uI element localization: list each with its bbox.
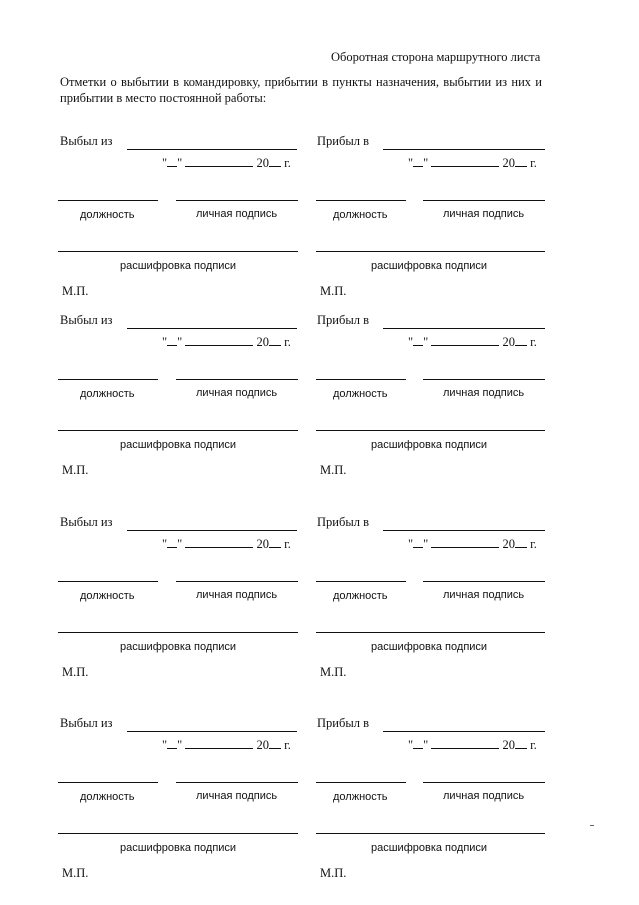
year-blank[interactable] — [515, 156, 527, 167]
date-quote-close: " — [177, 335, 183, 349]
month-blank[interactable] — [185, 156, 253, 167]
year-prefix: 20 — [256, 537, 269, 551]
day-blank[interactable] — [413, 156, 423, 167]
signature-caption: личная подпись — [443, 790, 525, 802]
position-field[interactable] — [316, 581, 406, 582]
position-field[interactable] — [58, 581, 158, 582]
date-quote-open: " — [408, 537, 414, 551]
place-field[interactable] — [127, 530, 297, 531]
place-field[interactable] — [127, 149, 297, 150]
position-caption: должность — [80, 590, 135, 602]
position-field[interactable] — [316, 782, 406, 783]
signature-decoding-caption: расшифровка подписи — [120, 439, 237, 451]
year-prefix: 20 — [502, 537, 515, 551]
date-quote-open: " — [162, 537, 168, 551]
signature-caption: личная подпись — [443, 208, 525, 220]
date-quote-close: " — [423, 738, 429, 752]
signature-decoding-field[interactable] — [58, 833, 298, 834]
date-field[interactable] — [408, 156, 537, 171]
year-prefix: 20 — [256, 156, 269, 170]
page-title: Оборотная сторона маршрутного листа — [331, 50, 541, 64]
day-blank[interactable] — [413, 738, 423, 749]
day-blank[interactable] — [413, 537, 423, 548]
arrival-label: Прибыл в — [317, 313, 369, 327]
year-blank[interactable] — [515, 738, 527, 749]
signature-caption: личная подпись — [196, 790, 278, 802]
position-caption: должность — [80, 209, 135, 221]
place-field[interactable] — [127, 328, 297, 329]
date-quote-open: " — [162, 156, 168, 170]
stamp-place-label: М.П. — [320, 665, 347, 679]
year-blank[interactable] — [269, 335, 281, 346]
month-blank[interactable] — [431, 738, 499, 749]
signature-field[interactable] — [176, 581, 298, 582]
date-field[interactable] — [162, 335, 291, 350]
place-field[interactable] — [383, 530, 545, 531]
date-quote-open: " — [162, 335, 168, 349]
year-suffix: г. — [284, 335, 291, 349]
arrival-label: Прибыл в — [317, 515, 369, 529]
year-prefix: 20 — [502, 335, 515, 349]
month-blank[interactable] — [185, 537, 253, 548]
year-suffix: г. — [284, 537, 291, 551]
signature-decoding-field[interactable] — [316, 251, 545, 252]
position-field[interactable] — [58, 200, 158, 201]
date-quote-close: " — [423, 537, 429, 551]
place-field[interactable] — [383, 149, 545, 150]
month-blank[interactable] — [185, 335, 253, 346]
signature-field[interactable] — [176, 782, 298, 783]
position-caption: должность — [333, 791, 388, 803]
day-blank[interactable] — [167, 738, 177, 749]
year-suffix: г. — [284, 156, 291, 170]
position-field[interactable] — [58, 379, 158, 380]
arrival-label: Прибыл в — [317, 716, 369, 730]
signature-caption: личная подпись — [196, 208, 278, 220]
arrival-label: Прибыл в — [317, 134, 369, 148]
date-quote-open: " — [162, 738, 168, 752]
intro-text: Отметки о выбытии в командировку, прибытии в пункты назначения, выбытии из них и прибытии в место постоянной работы: — [60, 75, 542, 105]
signature-decoding-caption: расшифровка подписи — [371, 641, 488, 653]
signature-field[interactable] — [423, 200, 545, 201]
year-suffix: г. — [530, 537, 537, 551]
signature-field[interactable] — [423, 581, 545, 582]
date-quote-close: " — [177, 738, 183, 752]
stamp-place-label: М.П. — [320, 463, 347, 477]
year-blank[interactable] — [515, 335, 527, 346]
stamp-place-label: М.П. — [62, 866, 89, 880]
year-prefix: 20 — [502, 156, 515, 170]
signature-caption: личная подпись — [443, 387, 525, 399]
signature-decoding-caption: расшифровка подписи — [120, 842, 237, 854]
position-caption: должность — [333, 388, 388, 400]
year-prefix: 20 — [502, 738, 515, 752]
departure-label: Выбыл из — [60, 716, 113, 730]
signature-caption: личная подпись — [196, 387, 278, 399]
place-field[interactable] — [383, 328, 545, 329]
day-blank[interactable] — [413, 335, 423, 346]
signature-decoding-caption: расшифровка подписи — [120, 641, 237, 653]
position-caption: должность — [80, 388, 135, 400]
departure-label: Выбыл из — [60, 515, 113, 529]
signature-decoding-caption: расшифровка подписи — [120, 260, 237, 272]
year-suffix: г. — [530, 156, 537, 170]
month-blank[interactable] — [431, 537, 499, 548]
date-field[interactable] — [162, 537, 291, 552]
stamp-place-label: М.П. — [320, 284, 347, 298]
month-blank[interactable] — [185, 738, 253, 749]
signature-decoding-field[interactable] — [316, 430, 545, 431]
year-suffix: г. — [530, 335, 537, 349]
signature-field[interactable] — [176, 379, 298, 380]
signature-decoding-caption: расшифровка подписи — [371, 260, 488, 272]
date-quote-open: " — [408, 738, 414, 752]
scan-speck — [590, 825, 594, 826]
date-field[interactable] — [162, 156, 291, 171]
departure-label: Выбыл из — [60, 313, 113, 327]
date-field[interactable] — [162, 738, 291, 753]
signature-decoding-field[interactable] — [58, 251, 298, 252]
stamp-place-label: М.П. — [62, 284, 89, 298]
place-field[interactable] — [127, 731, 297, 732]
position-caption: должность — [333, 590, 388, 602]
date-quote-close: " — [177, 156, 183, 170]
stamp-place-label: М.П. — [320, 866, 347, 880]
day-blank[interactable] — [167, 156, 177, 167]
month-blank[interactable] — [431, 156, 499, 167]
date-quote-close: " — [177, 537, 183, 551]
signature-decoding-caption: расшифровка подписи — [371, 439, 488, 451]
position-field[interactable] — [58, 782, 158, 783]
year-blank[interactable] — [269, 537, 281, 548]
position-field[interactable] — [316, 200, 406, 201]
signature-field[interactable] — [423, 379, 545, 380]
signature-decoding-field[interactable] — [316, 632, 545, 633]
position-caption: должность — [80, 791, 135, 803]
year-blank[interactable] — [269, 156, 281, 167]
signature-field[interactable] — [176, 200, 298, 201]
date-field[interactable] — [408, 537, 537, 552]
date-field[interactable] — [408, 335, 537, 350]
year-suffix: г. — [530, 738, 537, 752]
day-blank[interactable] — [167, 537, 177, 548]
date-quote-open: " — [408, 335, 414, 349]
year-suffix: г. — [284, 738, 291, 752]
signature-field[interactable] — [423, 782, 545, 783]
signature-decoding-field[interactable] — [316, 833, 545, 834]
year-prefix: 20 — [256, 335, 269, 349]
date-quote-close: " — [423, 335, 429, 349]
departure-label: Выбыл из — [60, 134, 113, 148]
date-field[interactable] — [408, 738, 537, 753]
signature-caption: личная подпись — [196, 589, 278, 601]
year-blank[interactable] — [515, 537, 527, 548]
place-field[interactable] — [383, 731, 545, 732]
year-blank[interactable] — [269, 738, 281, 749]
stamp-place-label: М.П. — [62, 463, 89, 477]
position-caption: должность — [333, 209, 388, 221]
stamp-place-label: М.П. — [62, 665, 89, 679]
day-blank[interactable] — [167, 335, 177, 346]
signature-decoding-field[interactable] — [58, 632, 298, 633]
signature-decoding-field[interactable] — [58, 430, 298, 431]
date-quote-close: " — [423, 156, 429, 170]
date-quote-open: " — [408, 156, 414, 170]
year-prefix: 20 — [256, 738, 269, 752]
signature-caption: личная подпись — [443, 589, 525, 601]
month-blank[interactable] — [431, 335, 499, 346]
position-field[interactable] — [316, 379, 406, 380]
signature-decoding-caption: расшифровка подписи — [371, 842, 488, 854]
